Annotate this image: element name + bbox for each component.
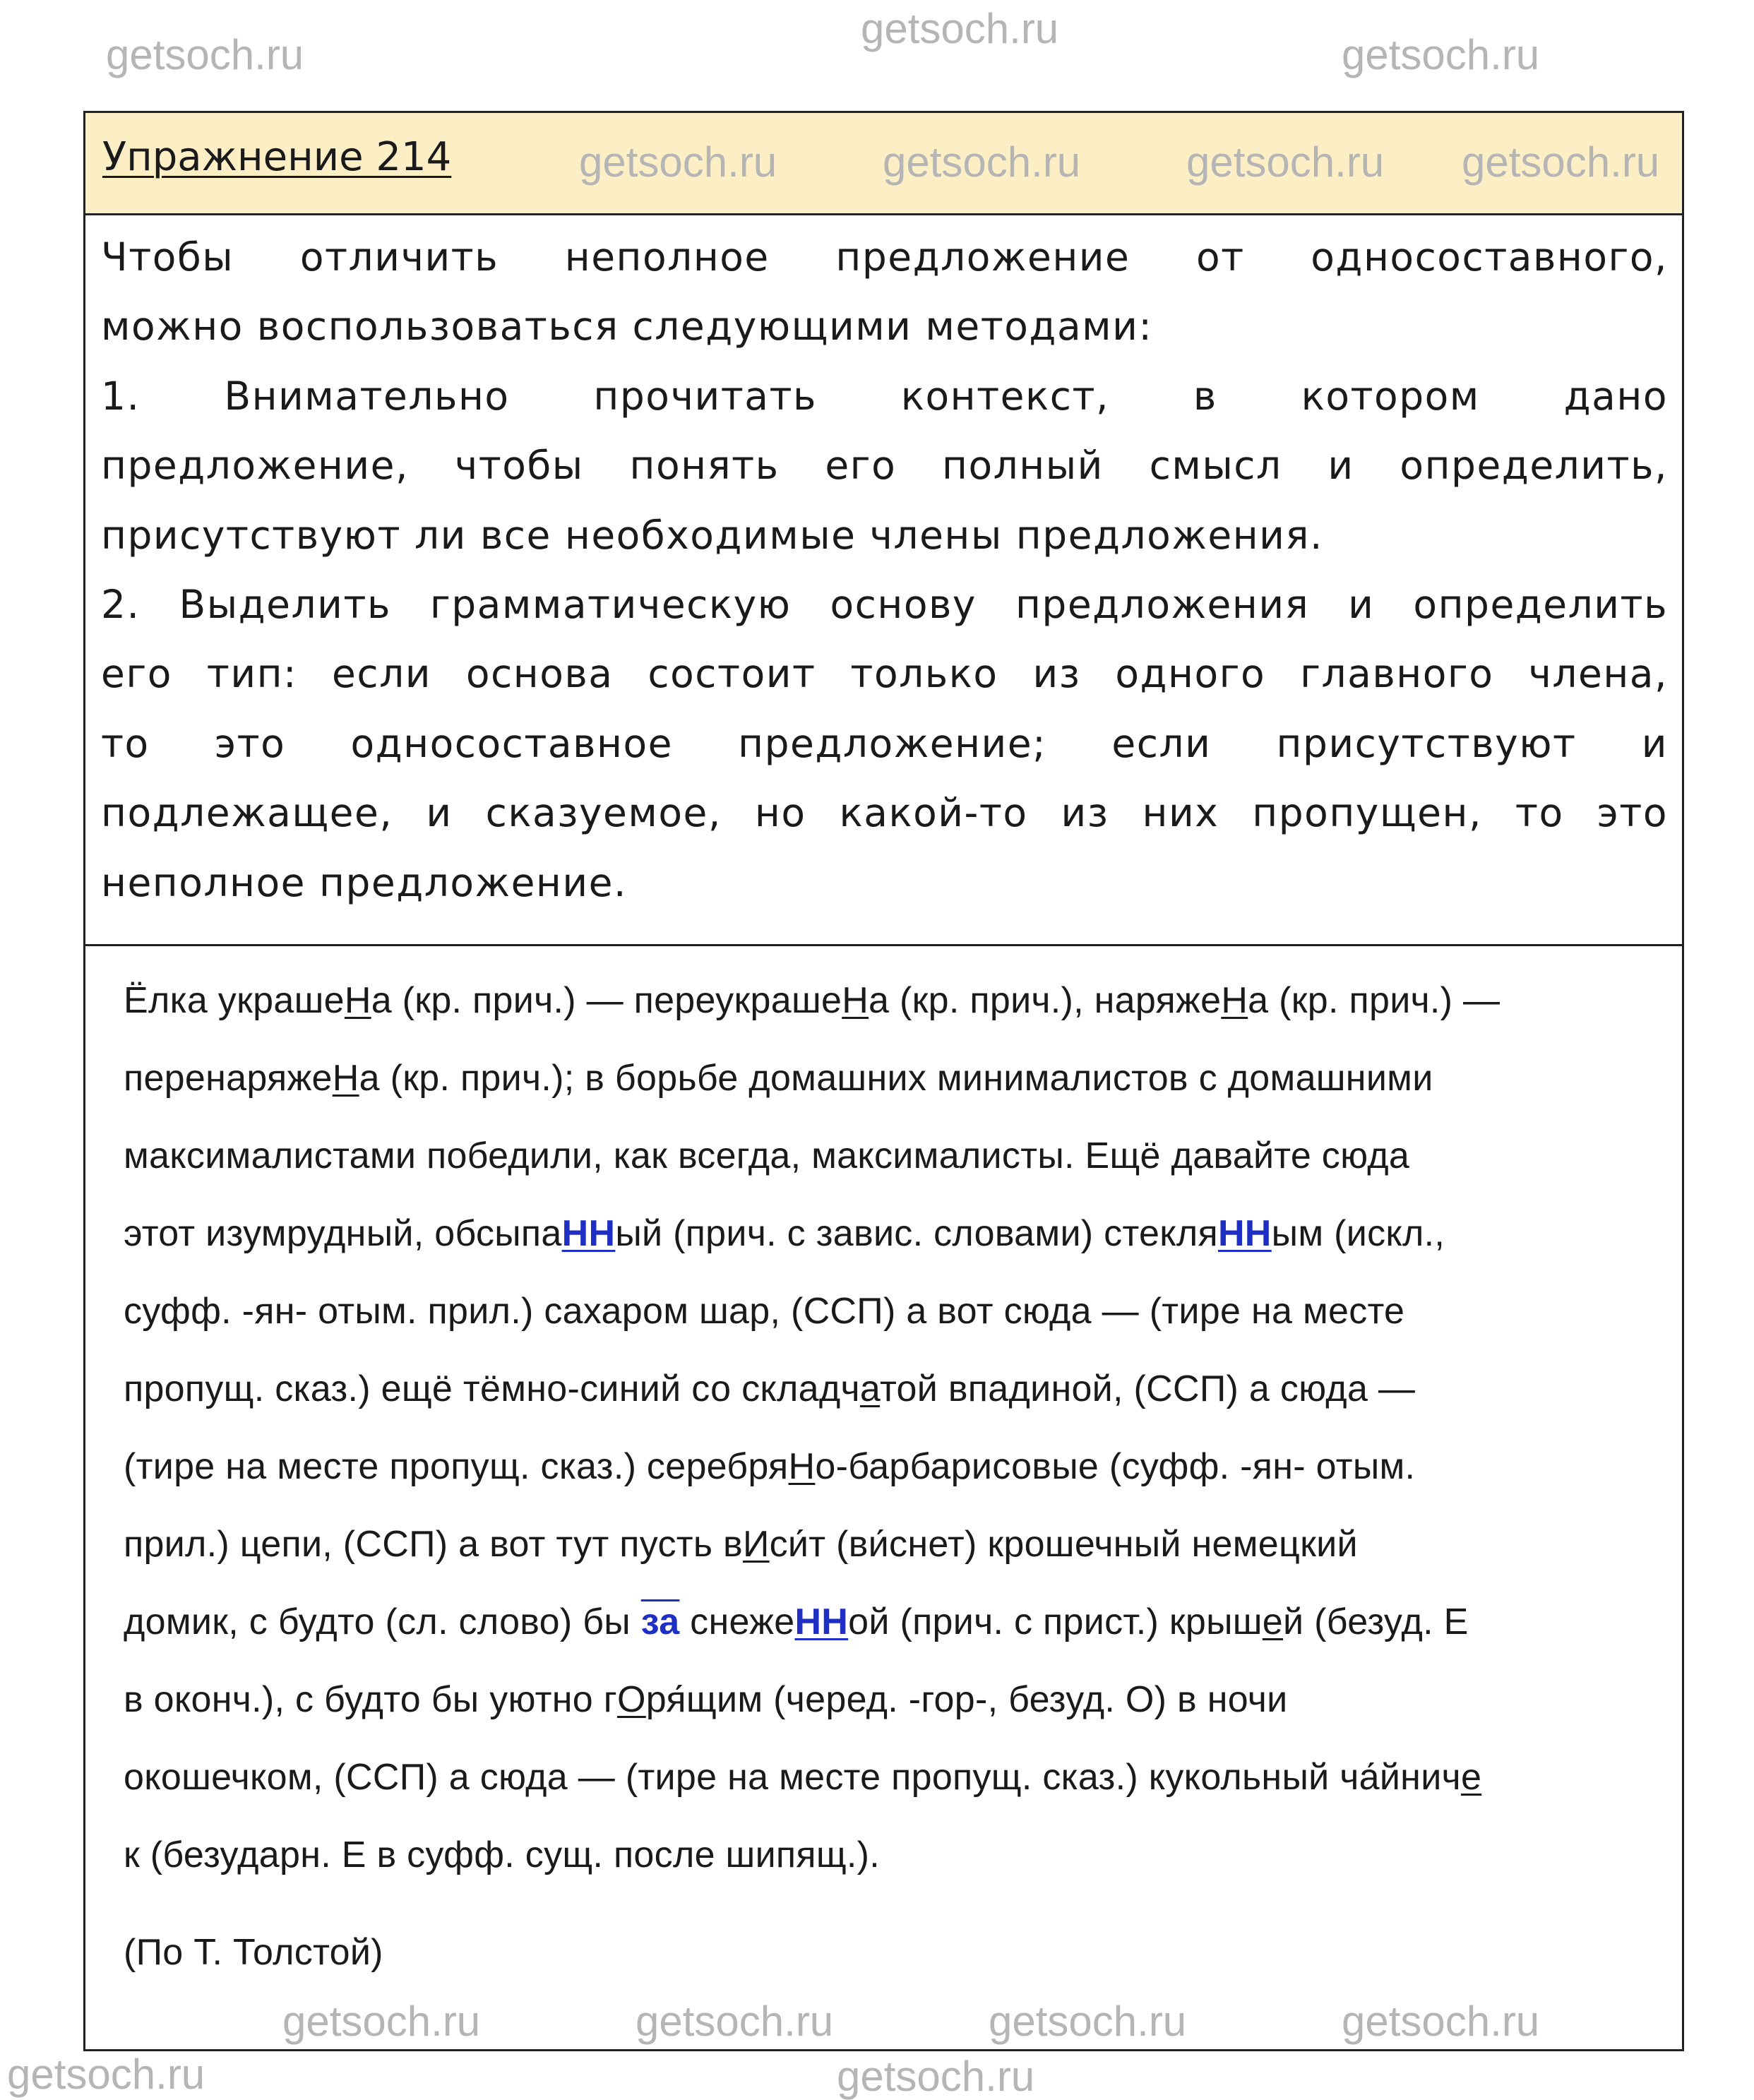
answer-text bbox=[124, 962, 1500, 1991]
watermark: getsoch.ru bbox=[1462, 138, 1660, 186]
answer-line bbox=[124, 1816, 1500, 1894]
marked-letters: Н bbox=[1221, 980, 1248, 1021]
watermark: getsoch.ru bbox=[1186, 138, 1385, 186]
marked-letters: Н bbox=[332, 1058, 359, 1099]
answer-text-segment: о-барбарисовые (суфф. -ян- отым. bbox=[815, 1446, 1416, 1487]
marked-letters: е bbox=[1262, 1601, 1284, 1642]
watermark: getsoch.ru bbox=[989, 1998, 1187, 2045]
answer-line bbox=[124, 1117, 1500, 1195]
question-line: подлежащее, и сказуемое, но какой-то из них пропущен, то это bbox=[101, 790, 1668, 836]
divider bbox=[85, 944, 1682, 946]
answer-text-segment: а (кр. прич.); в борьбе домашних минималистов с домашними bbox=[359, 1058, 1433, 1099]
question-line: можно воспользоваться следующими методами: bbox=[101, 304, 1153, 350]
answer-line bbox=[124, 1505, 1500, 1583]
answer-text-segment: ым (искл., bbox=[1271, 1213, 1445, 1254]
answer-text-segment: домик, с будто (сл. слово) бы bbox=[124, 1601, 641, 1642]
exercise-title: Упражнение 214 bbox=[102, 134, 452, 180]
marked-letters: НН bbox=[561, 1213, 616, 1254]
answer-text-segment: ря́щим (черед. -гор-, безуд. О) в ночи bbox=[645, 1679, 1288, 1720]
answer-text-segment: той впадиной, (ССП) а сюда — bbox=[880, 1368, 1416, 1409]
answer-text-segment: максималистами победили, как всегда, максималисты. Ещё давайте сюда bbox=[124, 1135, 1410, 1176]
answer-text-segment: пропущ. сказ.) ещё тёмно-синий со складч bbox=[124, 1368, 860, 1409]
question-line: его тип: если основа состоит только из одного главного члена, bbox=[101, 651, 1668, 697]
answer-text-segment: си́т (ви́снет) крошечный немецкий bbox=[769, 1524, 1358, 1565]
answer-text-segment: а (кр. прич.) — переукраше bbox=[371, 980, 842, 1021]
watermark: getsoch.ru bbox=[1342, 31, 1540, 78]
watermark: getsoch.ru bbox=[861, 5, 1059, 52]
watermark: getsoch.ru bbox=[106, 31, 304, 78]
answer-text-segment: ой (прич. с прист.) крыш bbox=[848, 1601, 1263, 1642]
answer-text-segment: суфф. -ян- отым. прил.) сахаром шар, (ССП) а вот сюда — (тире на месте bbox=[124, 1291, 1405, 1332]
question-line: неполное предложение. bbox=[101, 859, 627, 905]
watermark: getsoch.ru bbox=[837, 2053, 1035, 2100]
marked-letters: И bbox=[742, 1524, 770, 1565]
answer-line bbox=[124, 1583, 1500, 1661]
source-attribution: (По Т. Толстой) bbox=[124, 1932, 383, 1973]
answer-text-segment: окошечком, (ССП) а сюда — (тире на месте пропущ. сказ.) кукольный ча́йнич bbox=[124, 1757, 1461, 1798]
answer-text-segment: прил.) цепи, (ССП) а вот тут пусть в bbox=[124, 1524, 743, 1565]
answer-line bbox=[124, 1195, 1500, 1272]
answer-text-segment: снеже bbox=[679, 1601, 795, 1642]
question-line: 1. Внимательно прочитать контекст, в котором дано bbox=[101, 373, 1668, 419]
answer-line bbox=[124, 1350, 1500, 1428]
marked-letters: а bbox=[859, 1368, 880, 1409]
question-line: то это односоставное предложение; если присутствуют и bbox=[101, 720, 1668, 766]
marked-letters: Н bbox=[788, 1446, 816, 1487]
answer-line bbox=[124, 1039, 1500, 1117]
exercise-card bbox=[83, 111, 1684, 2051]
answer-line bbox=[124, 1428, 1500, 1505]
answer-line bbox=[124, 1661, 1500, 1738]
watermark: getsoch.ru bbox=[579, 138, 777, 186]
answer-text-segment: а (кр. прич.), наряже bbox=[869, 980, 1222, 1021]
answer-text-segment: й (безуд. Е bbox=[1283, 1601, 1469, 1642]
watermark: getsoch.ru bbox=[7, 2051, 205, 2098]
answer-text-segment: Ёлка украше bbox=[124, 980, 345, 1021]
answer-text-segment: перенаряже bbox=[124, 1058, 333, 1099]
answer-line bbox=[124, 1738, 1500, 1816]
watermark: getsoch.ru bbox=[883, 138, 1081, 186]
watermark: getsoch.ru bbox=[636, 1998, 834, 2045]
answer-text-segment: (тире на месте пропущ. сказ.) серебря bbox=[124, 1446, 789, 1487]
marked-letters: НН bbox=[794, 1601, 849, 1642]
marked-letters: за bbox=[640, 1601, 680, 1642]
answer-line bbox=[124, 1272, 1500, 1350]
marked-letters: О bbox=[617, 1679, 646, 1720]
question-line: 2. Выделить грамматическую основу предложения и определить bbox=[101, 581, 1668, 627]
answer-text-segment: в оконч.), с будто бы уютно г bbox=[124, 1679, 618, 1720]
marked-letters: е bbox=[1460, 1757, 1482, 1798]
question-line: Чтобы отличить неполное предложение от односоставного, bbox=[101, 234, 1668, 280]
marked-letters: НН bbox=[1217, 1213, 1272, 1254]
watermark: getsoch.ru bbox=[282, 1998, 481, 2045]
answer-text-segment: ый (прич. с завис. словами) стекля bbox=[615, 1213, 1218, 1254]
question-line: присутствуют ли все необходимые члены предложения. bbox=[101, 512, 1323, 558]
answer-line bbox=[124, 962, 1500, 1039]
answer-text-segment: этот изумрудный, обсыпа bbox=[124, 1213, 562, 1254]
marked-letters: Н bbox=[344, 980, 371, 1021]
marked-letters: Н bbox=[842, 980, 869, 1021]
question-text bbox=[101, 222, 1668, 917]
question-line: предложение, чтобы понять его полный смысл и определить, bbox=[101, 443, 1668, 489]
watermark: getsoch.ru bbox=[1342, 1998, 1540, 2045]
answer-text-segment: к (безударн. Е в суфф. сущ. после шипящ.). bbox=[124, 1834, 881, 1875]
answer-text-segment: а (кр. прич.) — bbox=[1248, 980, 1501, 1021]
